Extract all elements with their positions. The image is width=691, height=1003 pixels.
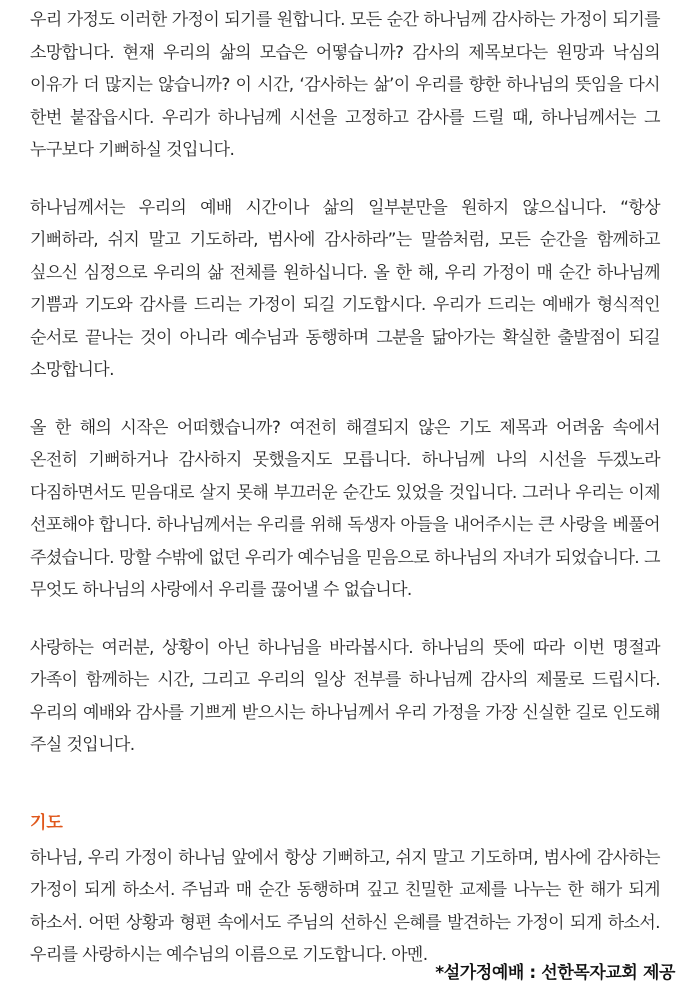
- paragraph-2: 하나님께서는 우리의 예배 시간이나 삶의 일부분만을 원하지 않으십니다. “항상 기뻐하라, 쉬지 말고 기도하라, 범사에 감사하라”는 말씀처럼, 모든 순간을 함께하고 싶으신 심정으로 우리의 삶 전체를 원하십니다. 올 한 해, 우리 가정이 매 순간 하나님께 기쁨과 기도와 감사를 드리는 가정이 되길 기도합시다. 우리가 드리는 예배가 형식적인 순서로 끝나는 것이 아니라 예수님과 동행하며 그분을 닮아가는 확실한 출발점이 되길 소망합니다.: [30, 197, 660, 380]
- prayer-heading: 기도: [30, 812, 63, 833]
- article-body: [30, 4, 660, 972]
- paragraph-3: 올 한 해의 시작은 어떠했습니까? 여전히 해결되지 않은 기도 제목과 어려움 속에서 온전히 기뻐하거나 감사하지 못했을지도 모릅니다. 하나님께 나의 시선을 두겠노라 다짐하면서도 믿음대로 살지 못해 부끄러운 순간도 있었을 것입니다. 그러나 우리는 이제 선포해야 합니다. 하나님께서는 우리를 위해 독생자 아들을 내어주시는 큰 사랑을 베풀어 주셨습니다. 망할 수밖에 없던 우리가 예수님을 믿음으로 하나님의 자녀가 되었습니다. 그 무엇도 하나님의 사랑에서 우리를 끊어낼 수 없습니다.: [30, 417, 660, 600]
- paragraph-4: 사랑하는 여러분, 상황이 아닌 하나님을 바라봅시다. 하나님의 뜻에 따라 이번 명절과 가족이 함께하는 시간, 그리고 우리의 일상 전부를 하나님께 감사의 제물로 드립시다. 우리의 예배와 감사를 기쁘게 받으시는 하나님께서 우리 가정을 가장 신실한 길로 인도해 주실 것입니다.: [30, 637, 660, 755]
- source-credit: *설가정예배 : 선한목자교회 제공: [435, 963, 675, 983]
- prayer-text: 하나님, 우리 가정이 하나님 앞에서 항상 기뻐하고, 쉬지 말고 기도하며, 범사에 감사하는 가정이 되게 하소서. 주님과 매 순간 동행하며 깊고 친밀한 교제를 나누는 한 해가 되게 하소서. 어떤 상황과 형편 속에서도 주님의 선하신 은혜를 발견하는 가정이 되게 하소서. 우리를 사랑하시는 예수님의 이름으로 기도합니다. 아멘.: [30, 847, 660, 965]
- paragraph-1: 우리 가정도 이러한 가정이 되기를 원합니다. 모든 순간 하나님께 감사하는 가정이 되기를 소망합니다. 현재 우리의 삶의 모습은 어떻습니까? 감사의 제목보다는 원망과 낙심의 이유가 더 많지는 않습니까? 이 시간, ‘감사하는 삶’이 우리를 향한 하나님의 뜻임을 다시 한번 붙잡읍시다. 우리가 하나님께 시선을 고정하고 감사를 드릴 때, 하나님께서는 그 누구보다 기뻐하실 것입니다.: [30, 10, 660, 160]
